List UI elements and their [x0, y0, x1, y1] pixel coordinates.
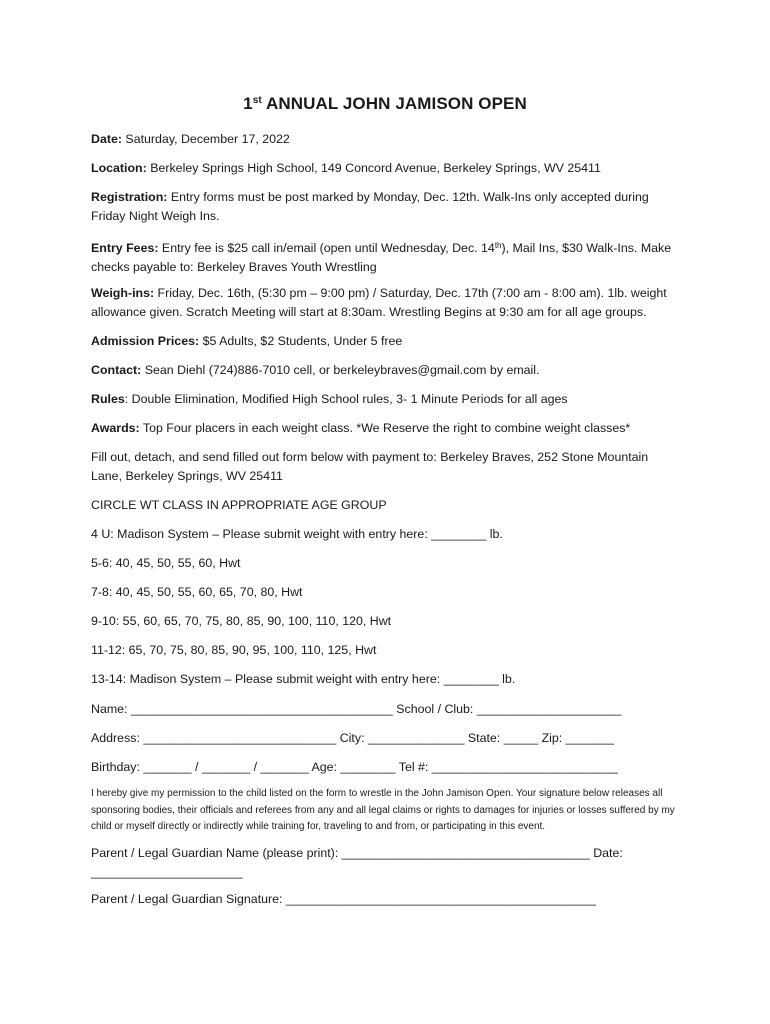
location-line — [91, 159, 681, 178]
page-title: 1st ANNUAL JOHN JAMISON OPEN — [243, 94, 527, 113]
circle-weight-class-header: CIRCLE WT CLASS IN APPROPRIATE AGE GROUP — [91, 498, 387, 512]
admission-label: Admission Prices: — [91, 334, 200, 348]
rules-line — [91, 390, 681, 409]
location-value: Berkeley Springs High School, 149 Concord Avenue, Berkeley Springs, WV 25411 — [146, 161, 601, 175]
address-field-line[interactable]: Address: ____________________________ City: ______________ State: _____ Zip: _______ — [91, 731, 614, 745]
entry-fees-label: Entry Fees: — [91, 241, 159, 255]
entry-fees-paragraph: Entry Fees: Entry fee is $25 call in/email (open until Wednesday, Dec. 14th), Mail Ins, $30 Walk-Ins. Make checks payable to: Berkeley Braves Youth Wrestling — [91, 241, 672, 274]
guardian-name-field-line[interactable]: Parent / Legal Guardian Name (please print): ____________________________________ Date: ______________________ — [91, 846, 623, 879]
rules-label: Rules — [91, 392, 125, 406]
age-group-11-12: 11-12: 65, 70, 75, 80, 85, 90, 95, 100, 110, 125, Hwt — [91, 643, 377, 657]
age-group-13-14: 13-14: Madison System – Please submit weight with entry here: ________ lb. — [91, 672, 516, 686]
age-group-4u: 4 U: Madison System – Please submit weight with entry here: ________ lb. — [91, 527, 503, 541]
rules-value: : Double Elimination, Modified High School rules, 3- 1 Minute Periods for all ages — [124, 392, 568, 406]
mailing-instructions: Fill out, detach, and send filled out form below with payment to: Berkeley Braves, 252 Stone Mountain Lane, Berkeley Springs, WV 25411 — [91, 450, 649, 483]
admission-line — [91, 332, 681, 351]
date-line — [91, 130, 681, 149]
awards-value: Top Four placers in each weight class. *We Reserve the right to combine weight classes* — [139, 421, 631, 435]
guardian-signature-field-line[interactable]: Parent / Legal Guardian Signature: _____________________________________________ — [91, 892, 597, 906]
age-group-7-8: 7-8: 40, 45, 50, 55, 60, 65, 70, 80, Hwt — [91, 585, 303, 599]
date-value: Saturday, December 17, 2022 — [121, 132, 290, 146]
registration-label: Registration: — [91, 190, 168, 204]
contact-line — [91, 361, 681, 380]
permission-release-text: I hereby give my permission to the child listed on the form to wrestle in the John Jamison Open. Your signature below releases all sponsoring bodies, their officials and referees from any and all legal claims or rights to damages for injuries or losses suffered by my child or myself directly or indirectly while training for, traveling to and from, or participating in this event. — [91, 788, 675, 832]
location-label: Location: — [91, 161, 147, 175]
awards-line — [91, 419, 681, 438]
age-group-9-10: 9-10: 55, 60, 65, 70, 75, 80, 85, 90, 100, 110, 120, Hwt — [91, 614, 392, 628]
birthday-field-line[interactable]: Birthday: _______ / _______ / _______ Age: ________ Tel #: ___________________________ — [91, 760, 618, 774]
admission-value: $5 Adults, $2 Students, Under 5 free — [199, 334, 403, 348]
weigh-ins-paragraph — [91, 284, 681, 322]
name-school-field-line[interactable]: Name: ______________________________________ School / Club: _____________________ — [91, 702, 622, 716]
registration-paragraph — [91, 188, 681, 226]
date-label: Date: — [91, 132, 122, 146]
awards-label: Awards: — [91, 421, 140, 435]
age-group-5-6: 5-6: 40, 45, 50, 55, 60, Hwt — [91, 556, 241, 570]
registration-value: Entry forms must be post marked by Monday, Dec. 12th. Walk-Ins only accepted during Friday Night Weigh Ins. — [91, 190, 649, 223]
weigh-ins-label: Weigh-ins: — [91, 286, 155, 300]
contact-label: Contact: — [91, 363, 142, 377]
weigh-ins-value: Friday, Dec. 16th, (5:30 pm – 9:00 pm) / Saturday, Dec. 17th (7:00 am - 8:00 am). 1lb. weight allowance given. Scratch Meeting will start at 8:30am. Wrestling Begins at 9:30 am for all age groups. — [91, 286, 667, 319]
contact-value: Sean Diehl (724)886-7010 cell, or berkeleybraves@gmail.com by email. — [141, 363, 540, 377]
